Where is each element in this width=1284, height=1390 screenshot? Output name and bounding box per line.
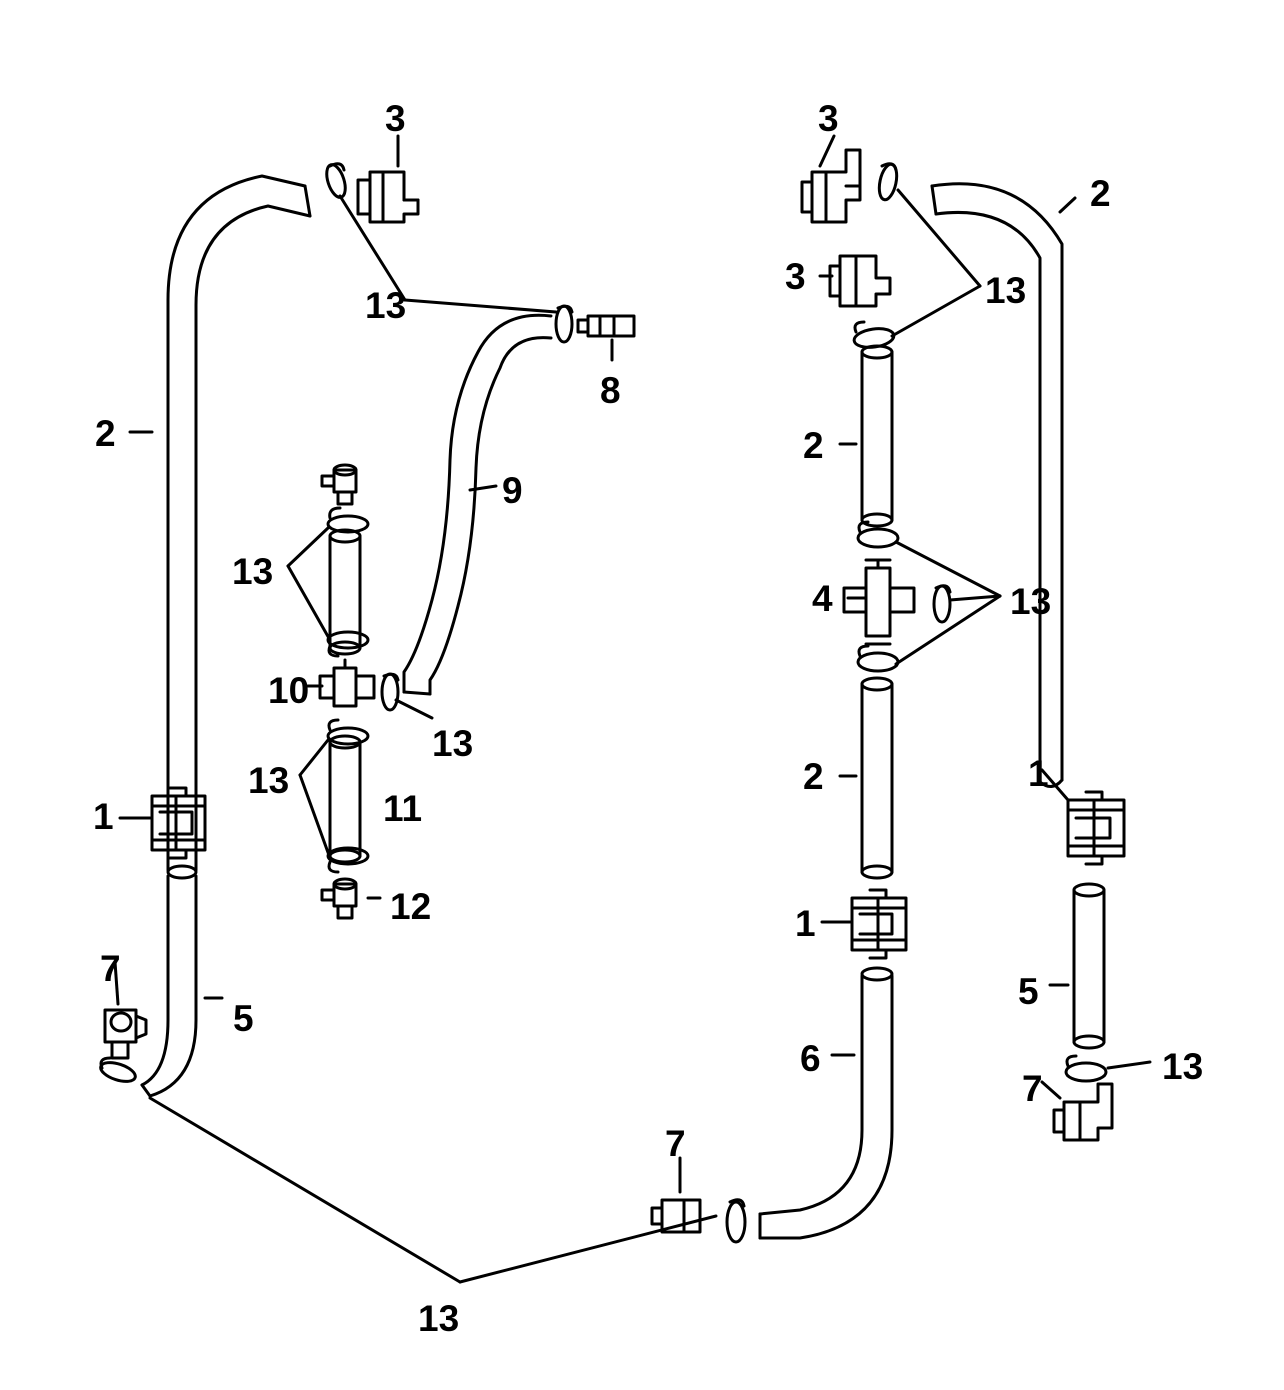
callout-2-right-upper: 2 <box>803 425 824 466</box>
short-hose-left <box>142 876 196 1096</box>
callout-6: 6 <box>800 1038 821 1079</box>
tee-fitting <box>320 660 374 706</box>
elbow-fitting-mid-right <box>830 256 890 306</box>
callout-13-right-bottom: 13 <box>1162 1046 1204 1087</box>
hose-clamp-ring-lower-a <box>328 720 368 744</box>
callout-13-cross: 13 <box>1010 581 1052 622</box>
callout-5-right: 5 <box>1018 971 1039 1012</box>
straight-barb-fitting <box>578 316 634 336</box>
callout-1-right: 1 <box>1028 753 1049 794</box>
s-curve-hose <box>404 315 551 694</box>
hose-clamp-ring-bottom-7 <box>727 1200 745 1242</box>
callout-13-tee: 13 <box>432 723 474 764</box>
callout-13-mid-left: 13 <box>232 551 274 592</box>
hose-clamp-ring-tee <box>382 674 398 710</box>
callout-13-upper-left: 13 <box>365 285 407 326</box>
hose-clamp-ring-upper-a <box>328 508 368 532</box>
hose-bracket-clamp-right <box>1068 792 1124 864</box>
callout-1-center: 1 <box>795 903 816 944</box>
callout-1-left: 1 <box>93 796 114 837</box>
elbow-fitting-top-right <box>802 150 860 222</box>
hose-clamp-ring-part8 <box>556 306 572 342</box>
short-hose-right <box>1074 884 1104 1048</box>
callout-12: 12 <box>390 886 432 927</box>
hose-clamp-ring-cross-c <box>858 646 898 671</box>
callout-7-right: 7 <box>1022 1068 1043 1109</box>
callout-4: 4 <box>812 578 833 619</box>
plug-fitting-bottom <box>322 879 356 918</box>
elbow-fitting-top-left <box>358 172 418 222</box>
elbow-connector-left <box>105 1010 146 1058</box>
callout-2-top-right: 2 <box>1090 173 1111 214</box>
hose-clamp-ring-right-bottom <box>1066 1056 1106 1081</box>
elbow-connector-right <box>1054 1084 1112 1140</box>
callout-3-top-left: 3 <box>385 98 406 139</box>
callout-11: 11 <box>383 788 423 829</box>
hose-bracket-clamp-center <box>852 890 906 958</box>
callout-7-left: 7 <box>100 948 121 989</box>
callout-10: 10 <box>268 670 310 711</box>
callout-13-upper-right: 13 <box>985 270 1027 311</box>
hose-lower-right-tube <box>862 678 892 878</box>
callout-5-left: 5 <box>233 998 254 1039</box>
callout-2-right-lower: 2 <box>803 756 824 797</box>
callout-13-bottom: 13 <box>418 1298 460 1339</box>
hose-upper-right-tube <box>862 346 892 526</box>
callout-3-mid-right: 3 <box>785 256 806 297</box>
cross-tee-fitting <box>844 560 914 644</box>
short-hose-segment-lower <box>330 736 360 862</box>
hose-clamp-ring-top-left <box>323 162 349 199</box>
lower-curved-hose <box>760 968 892 1238</box>
callout-7-bottom: 7 <box>665 1123 686 1164</box>
hose-clamp-ring-left-7 <box>98 1058 137 1085</box>
callout-3-top-right: 3 <box>818 98 839 139</box>
callout-13-lower-left: 13 <box>248 760 290 801</box>
callout-8: 8 <box>600 370 621 411</box>
hose-clamp-ring-right-3a <box>876 163 899 202</box>
hose-clamp-ring-cross-b <box>934 586 950 622</box>
callout-2-left: 2 <box>95 413 116 454</box>
callout-9: 9 <box>502 470 523 511</box>
plug-fitting-top <box>322 465 356 504</box>
